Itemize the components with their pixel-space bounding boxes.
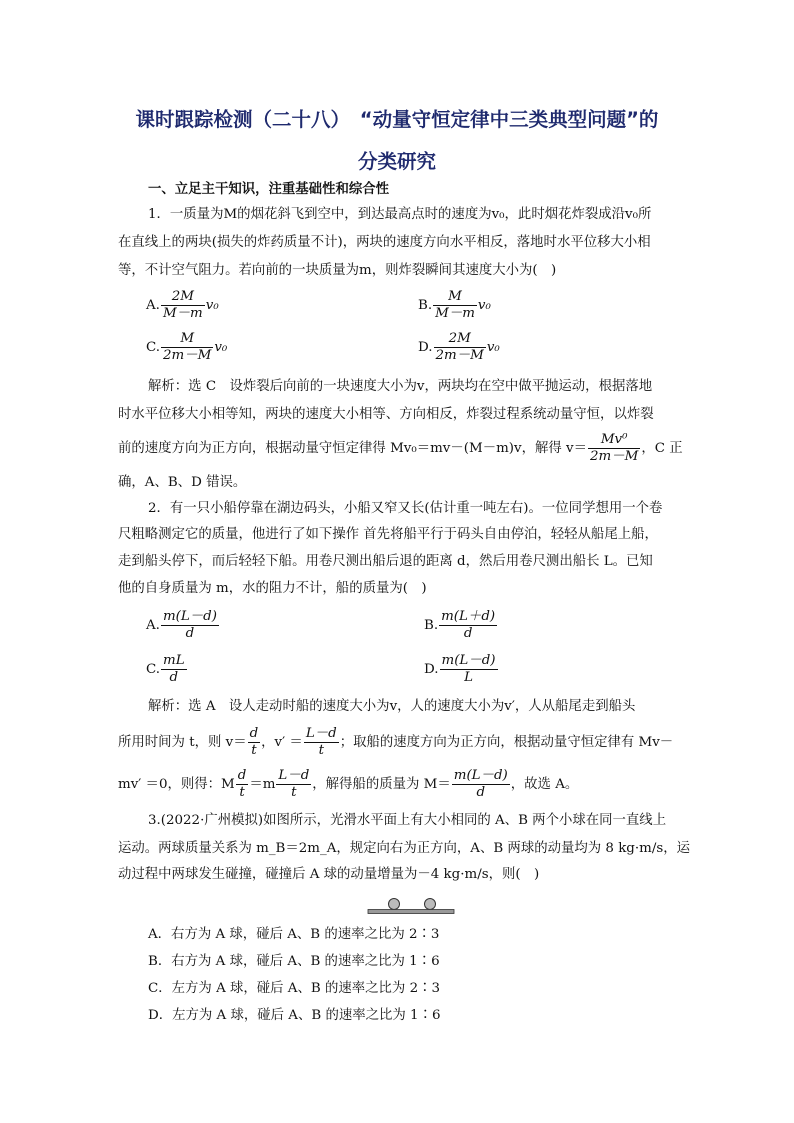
q3-option-c[interactable]: C．左方为 A 球，碰后 A、B 的速率之比为 2∶3 <box>148 981 440 996</box>
q1-analysis-line-4: 确，A、B、D 错误。 <box>118 475 247 490</box>
q1-line-2: 在直线上的两块(损失的炸药质量不计)，两块的速度方向水平相反，落地时水平位移大小相 <box>118 235 651 250</box>
two-balls-figure <box>366 896 456 916</box>
q2-analysis-line-3: mv′ ＝0，则得：M $\frac{d}{t}$ ＝m $\frac{L-d}{t}$ ，解得船的质量为 M＝ $\frac{m(L-d)}{d}$ ，故选 A。 <box>118 768 579 800</box>
q1-option-d[interactable]: D. $\frac{2M}{2m-M}$ v₀ <box>418 331 500 363</box>
q2-option-c[interactable]: C. $\frac{mL}{d}$ <box>146 653 185 685</box>
q3-option-a[interactable]: A．右方为 A 球，碰后 A、B 的速率之比为 2∶3 <box>148 927 440 942</box>
q2-analysis-line-1: 解析：选 A 设人走动时船的速度大小为v，人的速度大小为v′，人从船尾走到船头 <box>148 699 636 714</box>
q2-option-d[interactable]: D. $\frac{m(L-d)}{L}$ <box>424 653 496 685</box>
q2-line-4: 他的自身质量为 m，水的阻力不计，船的质量为( ) <box>118 581 427 596</box>
q2-line-2: 尺粗略测定它的质量，他进行了如下操作 首先将船平行于码头自由停泊，轻轻从船尾上船， <box>118 527 658 542</box>
q1-option-c[interactable]: C. $\frac{M}{2m-M}$ v₀ <box>146 331 228 363</box>
q1-option-b[interactable]: B. $\frac{M}{M-m}$ v₀ <box>418 289 491 321</box>
q3-line-2: 运动。两球质量关系为 m_B＝2m_A，规定向右为正方向，A、B 两球的动量均为 8 kg·m/s，运 <box>118 841 691 856</box>
ball-left <box>389 899 400 910</box>
page-title-line-1: 课时跟踪检测（二十八） “动量守恒定律中三类典型问题”的 <box>135 108 659 131</box>
q3-line-1: 3.(2022·广州模拟)如图所示，光滑水平面上有大小相同的 A、B 两个小球在同一直线上 <box>148 813 667 828</box>
q2-line-1: 2．有一只小船停靠在湖边码头，小船又窄又长(估计重一吨左右)。一位同学想用一个卷 <box>148 501 663 516</box>
horizontal-surface <box>368 910 454 914</box>
q3-line-3: 动过程中两球发生碰撞，碰撞后 A 球的动量增量为－4 kg·m/s，则( ) <box>118 867 540 882</box>
page-title-line-2: 分类研究 <box>357 150 436 173</box>
q1-analysis-line-1: 解析：选 C 设炸裂后向前的一块速度大小为v，两块均在空中做平抛运动，根据落地 <box>148 379 653 394</box>
q2-option-a[interactable]: A. $\frac{m(L-d)}{d}$ <box>146 609 217 641</box>
q1-line-3: 等，不计空气阻力。若向前的一块质量为m，则炸裂瞬间其速度大小为( ) <box>118 263 557 278</box>
q2-line-3: 走到船头停下，而后轻轻下船。用卷尺测出船后退的距离 d，然后用卷尺测出船长 L。已知 <box>118 554 653 569</box>
q1-analysis-line-3: 前的速度方向为正方向，根据动量守恒定律得 Mv₀＝mv－(M－m)v，解得 v＝ $\frac{\text{Mv⁰}}{2m-M}$ ，C 正 <box>118 432 683 464</box>
section-heading: 一、立足主干知识，注重基础性和综合性 <box>148 181 390 197</box>
ball-right <box>425 899 436 910</box>
q2-analysis-line-2: 所用时间为 t，则 v＝ $\frac{d}{t}$ ，v′ ＝ $\frac{L-d}{t}$ ；取船的速度方向为正方向，根据动量守恒定律有 Mv－ <box>118 726 674 758</box>
q2-option-b[interactable]: B. $\frac{m(L+d)}{d}$ <box>424 609 496 641</box>
q3-option-d[interactable]: D．左方为 A 球，碰后 A、B 的速率之比为 1∶6 <box>148 1008 441 1023</box>
q1-analysis-line-2: 时水平位移大小相等知，两块的速度大小相等、方向相反，炸裂过程系统动量守恒，以炸裂 <box>118 407 654 422</box>
q3-option-b[interactable]: B．右方为 A 球，碰后 A、B 的速率之比为 1∶6 <box>148 954 440 969</box>
q1-option-a[interactable]: A. $\frac{2M}{M-m}$ v₀ <box>146 289 219 321</box>
q1-line-1: 1．一质量为M的烟花斜飞到空中，到达最高点时的速度为v₀，此时烟花炸裂成沿v₀所 <box>148 207 652 222</box>
